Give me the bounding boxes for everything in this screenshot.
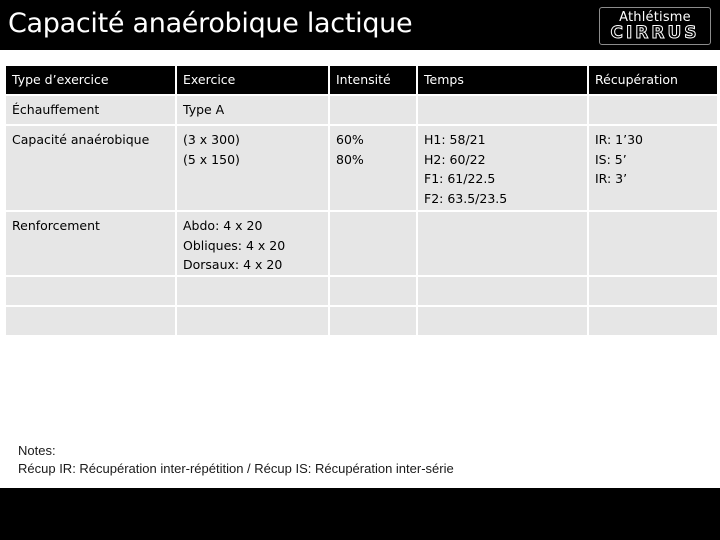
cell-empty — [589, 307, 717, 335]
table-row-empty — [6, 307, 717, 335]
logo-line-2: CIRRUS — [610, 23, 700, 43]
cell-line: (5 x 150) — [183, 151, 240, 167]
header-exercice: Exercice — [177, 66, 328, 94]
cell-line: H2: 60/22 — [424, 151, 486, 167]
logo-line-1: Athlétisme — [619, 10, 691, 25]
cell-temps — [418, 212, 587, 275]
notes-block — [18, 442, 454, 478]
cell-type: Échauffement — [6, 96, 175, 124]
cell-temps — [418, 126, 587, 210]
training-table — [4, 64, 719, 337]
cell-line: Abdo: 4 x 20 — [183, 218, 263, 233]
cell-exercice — [177, 126, 328, 210]
table-row — [6, 212, 717, 275]
header-recuperation: Récupération — [589, 66, 717, 94]
athletisme-cirrus-logo — [599, 7, 711, 45]
cell-type: Capacité anaérobique — [6, 126, 175, 210]
cell-empty — [589, 277, 717, 305]
cell-empty — [6, 277, 175, 305]
cell-empty — [330, 307, 416, 335]
cell-line: IS: 5’ — [595, 151, 627, 167]
cell-recuperation — [589, 96, 717, 124]
cell-line: IR: 3’ — [595, 171, 628, 186]
cell-line: Type A — [183, 102, 225, 117]
cell-line: 60% — [336, 132, 364, 147]
slide-title: Capacité anaérobique lactique — [8, 8, 413, 39]
cell-line: Obliques: 4 x 20 — [183, 237, 286, 253]
cell-line: (3 x 300) — [183, 132, 240, 147]
header-temps: Temps — [418, 66, 587, 94]
cell-exercice — [177, 96, 328, 124]
table-row — [6, 96, 717, 124]
cell-line: F2: 63.5/23.5 — [424, 190, 508, 206]
table-row — [6, 126, 717, 210]
cell-empty — [6, 307, 175, 335]
cell-empty — [177, 277, 328, 305]
notes-heading: Notes: — [18, 443, 56, 458]
header-type-exercice: Type d’exercice — [6, 66, 175, 94]
cell-line: Dorsaux: 4 x 20 — [183, 257, 283, 272]
header-intensite: Intensité — [330, 66, 416, 94]
notes-text: Récup IR: Récupération inter-répétition / Récup IS: Récupération inter-série — [18, 461, 454, 476]
cell-empty — [418, 277, 587, 305]
cell-line: 80% — [336, 151, 364, 167]
cell-empty — [418, 307, 587, 335]
cell-intensite — [330, 126, 416, 210]
table-header-row — [6, 66, 717, 94]
cell-exercice — [177, 212, 328, 275]
cell-intensite — [330, 96, 416, 124]
cell-line: IR: 1’30 — [595, 132, 644, 147]
cell-type: Renforcement — [6, 212, 175, 275]
cell-line: F1: 61/22.5 — [424, 171, 496, 186]
table-row-empty — [6, 277, 717, 305]
cell-empty — [330, 277, 416, 305]
cell-empty — [177, 307, 328, 335]
cell-line: H1: 58/21 — [424, 132, 486, 147]
bottom-bar — [0, 488, 720, 540]
cell-recuperation — [589, 212, 717, 275]
cell-temps — [418, 96, 587, 124]
cell-intensite — [330, 212, 416, 275]
cell-recuperation — [589, 126, 717, 210]
title-bar — [0, 0, 720, 50]
